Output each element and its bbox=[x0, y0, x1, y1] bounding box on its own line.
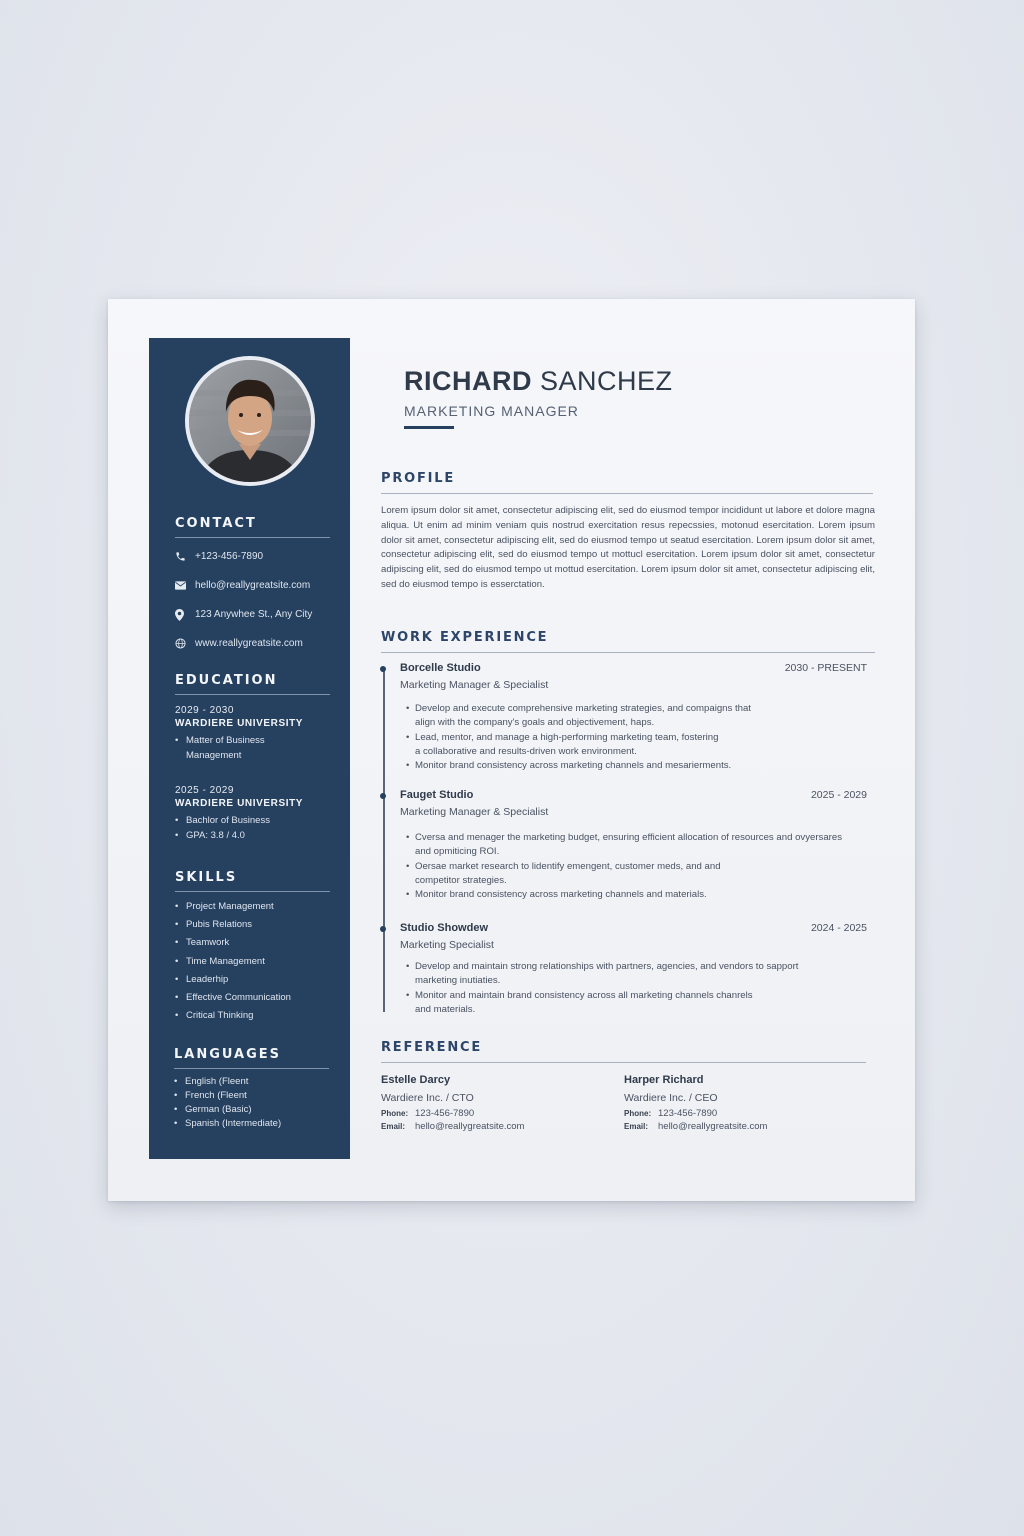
job-entry bbox=[381, 662, 873, 772]
reference-name: Harper Richard bbox=[624, 1074, 704, 1086]
languages-section bbox=[174, 1047, 329, 1131]
reference-phone-value[interactable]: 123-456-7890 bbox=[658, 1108, 718, 1119]
contact-section bbox=[175, 516, 330, 658]
language-item: • French (Fleent bbox=[174, 1089, 329, 1103]
education-entry bbox=[175, 785, 330, 843]
skill-item: • Project Management bbox=[175, 898, 330, 916]
job-bullet: • Develop and execute comprehensive marketing strategies, and compaigns that align with the company's goals and objectivement, haps. bbox=[406, 702, 766, 731]
contact-address-text: 123 Anywhee St., Any City bbox=[195, 609, 313, 620]
job-role: MARKETING MANAGER bbox=[404, 403, 579, 419]
timeline-dot bbox=[380, 666, 386, 672]
education-detail: • GPA: 3.8 / 4.0 bbox=[175, 828, 330, 843]
phone-label: Phone: bbox=[624, 1109, 652, 1118]
contact-email-text: hello@reallygreatsite.com bbox=[195, 580, 311, 591]
skill-item: • Critical Thinking bbox=[175, 1007, 330, 1025]
skill-item: • Leaderhip bbox=[175, 971, 330, 989]
job-title: Marketing Manager & Specialist bbox=[400, 679, 549, 691]
job-bullet: • Monitor brand consistency across marketing channels and materials. bbox=[406, 888, 856, 902]
reference-phone bbox=[381, 1108, 611, 1119]
job-entry bbox=[381, 789, 873, 899]
mail-icon bbox=[175, 581, 195, 590]
language-item: • German (Basic) bbox=[174, 1103, 329, 1117]
education-section bbox=[175, 673, 330, 843]
contact-email[interactable] bbox=[175, 571, 330, 600]
skill-item: • Effective Communication bbox=[175, 989, 330, 1007]
timeline-dot bbox=[380, 793, 386, 799]
reference-position: Wardiere Inc. / CEO bbox=[624, 1092, 718, 1104]
job-dates: 2025 - 2029 bbox=[810, 789, 867, 801]
reference-email bbox=[624, 1121, 854, 1132]
last-name: SANCHEZ bbox=[540, 366, 673, 396]
education-years: 2025 - 2029 bbox=[175, 785, 234, 796]
full-name bbox=[404, 366, 673, 397]
contact-heading: CONTACT bbox=[175, 516, 330, 538]
job-company: Borcelle Studio bbox=[400, 662, 481, 674]
resume-sheet bbox=[108, 299, 915, 1201]
email-label: Email: bbox=[381, 1122, 406, 1131]
reference-phone bbox=[624, 1108, 854, 1119]
education-detail: • Matter of Business Management bbox=[175, 733, 295, 763]
language-item: • English (Fleent bbox=[174, 1075, 329, 1089]
education-entry bbox=[175, 705, 330, 763]
job-bullet: • Develop and maintain strong relationships with partners, agencies, and vendors to sapport marketing inutiaties. bbox=[406, 960, 816, 989]
phone-label: Phone: bbox=[381, 1109, 409, 1118]
skill-item: • Pubis Relations bbox=[175, 916, 330, 934]
title-underline bbox=[404, 426, 454, 429]
reference-email-value[interactable]: hello@reallygreatsite.com bbox=[658, 1121, 768, 1132]
reference-card bbox=[381, 1074, 611, 1132]
globe-icon bbox=[175, 638, 195, 649]
contact-phone-text: +123-456-7890 bbox=[195, 551, 264, 562]
resume-sidebar bbox=[149, 338, 350, 1159]
reference-card bbox=[624, 1074, 854, 1132]
reference-name: Estelle Darcy bbox=[381, 1074, 451, 1086]
education-school: WARDIERE UNIVERSITY bbox=[175, 718, 304, 729]
job-bullet: • Cversa and menager the marketing budget, ensuring efficient allocation of resources and ovyersares and opmiticing ROI. bbox=[406, 831, 856, 860]
languages-heading: LANGUAGES bbox=[174, 1047, 329, 1069]
job-title: Marketing Manager & Specialist bbox=[400, 806, 549, 818]
job-dates: 2030 - PRESENT bbox=[784, 662, 867, 674]
work-experience-heading: WORK EXPERIENCE bbox=[381, 630, 875, 653]
contact-phone[interactable] bbox=[175, 542, 330, 571]
education-years: 2029 - 2030 bbox=[175, 705, 234, 716]
job-title: Marketing Specialist bbox=[400, 939, 494, 951]
job-bullet: • Lead, mentor, and manage a high-performing marketing team, fostering a collaborative and results-driven work environment. bbox=[406, 731, 726, 760]
reference-phone-value[interactable]: 123-456-7890 bbox=[415, 1108, 475, 1119]
contact-website[interactable] bbox=[175, 629, 330, 658]
timeline-dot bbox=[380, 926, 386, 932]
job-bullet: • Monitor brand consistency across marketing channels and mesarierments. bbox=[406, 759, 856, 773]
profile-text: Lorem ipsum dolor sit amet, consectetur adipiscing elit, sed do eiusmod tempor incididunt ut labore et dolore magna aliqua. Ut enim ad minim veniam quis nostrud exercitation resus repecssies, motonud esercitation. Lorem ipsum dolor sit amet, consectetur adipiscing elit, sed do eiusmod tempo ut seatud esercitation. Lorem ipsum dolor sit amet, consectetur adipiscing elit, sed do eiusmod tempo ut mottucl esercitation. Lorem ipsum dolor sit amet, consectetur adipiscing elit, sed do eiusmod tempo ut mottud esercitation. Lorem ipsum dolor sit amet, consectetur adipiscing elit, sed do eiusmod tempo is esserctation. bbox=[381, 505, 875, 590]
resume-main bbox=[381, 299, 881, 1201]
language-item: • Spanish (Intermediate) bbox=[174, 1117, 329, 1131]
reference-position: Wardiere Inc. / CTO bbox=[381, 1092, 474, 1104]
first-name: RICHARD bbox=[404, 366, 532, 396]
location-pin-icon bbox=[175, 609, 195, 621]
job-dates: 2024 - 2025 bbox=[810, 922, 867, 934]
profile-photo-illustration bbox=[189, 360, 311, 482]
skill-item: • Teamwork bbox=[175, 934, 330, 952]
profile-photo bbox=[185, 356, 315, 486]
phone-icon bbox=[175, 551, 195, 562]
job-company: Fauget Studio bbox=[400, 789, 474, 801]
job-company: Studio Showdew bbox=[400, 922, 488, 934]
job-entry bbox=[381, 922, 873, 1022]
skills-section bbox=[175, 870, 330, 1025]
reference-heading: REFERENCE bbox=[381, 1040, 866, 1063]
education-detail: • Bachlor of Business bbox=[175, 813, 330, 828]
job-bullet: • Monitor and maintain brand consistency across all marketing channels chanrels and materials. bbox=[406, 989, 766, 1018]
email-label: Email: bbox=[624, 1122, 649, 1131]
contact-website-text: www.reallygreatsite.com bbox=[195, 638, 303, 649]
education-heading: EDUCATION bbox=[175, 673, 330, 695]
skill-item: • Time Management bbox=[175, 953, 330, 971]
contact-address bbox=[175, 600, 330, 629]
education-school: WARDIERE UNIVERSITY bbox=[175, 798, 304, 809]
reference-email-value[interactable]: hello@reallygreatsite.com bbox=[415, 1121, 525, 1132]
job-bullet: • Oersae market research to lidentify emengent, customer meds, and and competitor strategies. bbox=[406, 860, 766, 889]
skills-heading: SKILLS bbox=[175, 870, 330, 892]
reference-email bbox=[381, 1121, 611, 1132]
profile-heading: PROFILE bbox=[381, 471, 873, 494]
